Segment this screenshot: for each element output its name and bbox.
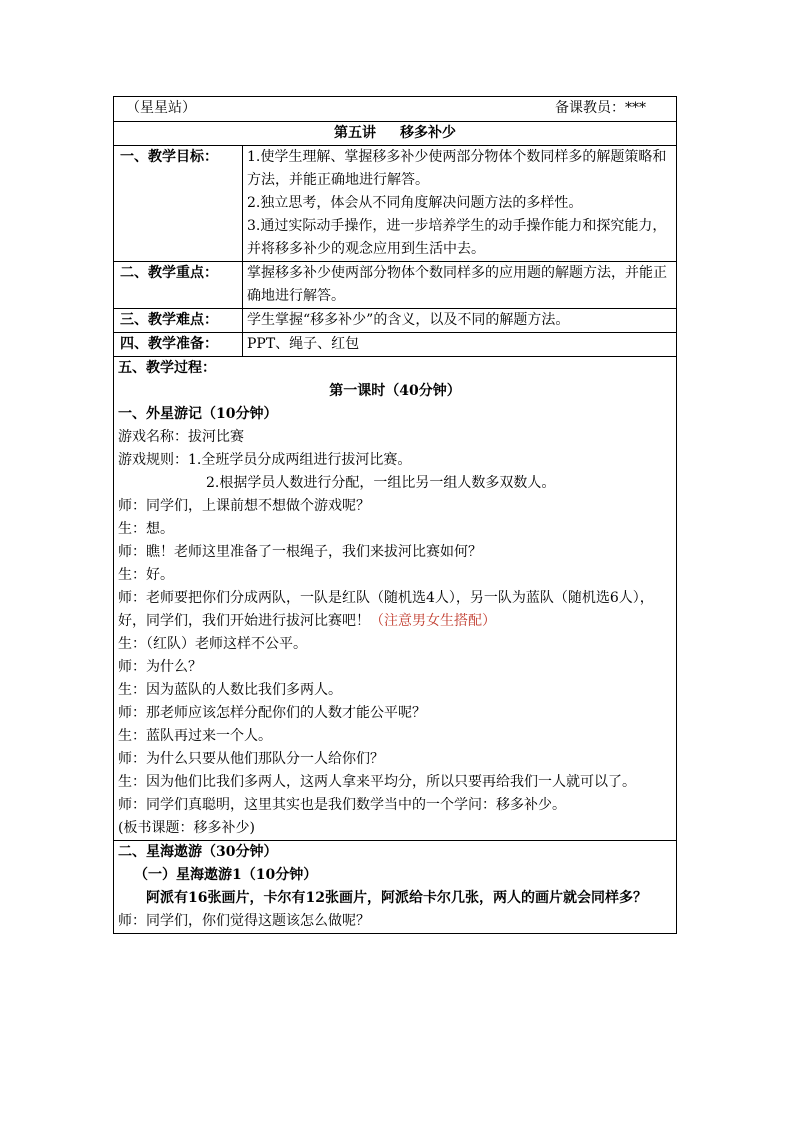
sub1-title: （一）星海遨游1（10分钟） bbox=[134, 867, 318, 883]
process-row bbox=[114, 357, 677, 841]
game-name: 游戏名称：拔河比赛 bbox=[118, 429, 244, 445]
part2-content bbox=[114, 841, 677, 934]
dialogue-line: 师：同学们，你们觉得这题该怎么做呢？ bbox=[118, 913, 370, 929]
dialogue-line: 生：想。 bbox=[118, 521, 174, 537]
preparation-content: PPT、绳子、红包 bbox=[243, 333, 677, 357]
key-points-content: 掌握移多补少使两部分物体个数同样多的应用题的解题方法，并能正确地进行解答。 bbox=[243, 262, 677, 309]
header-row bbox=[114, 97, 677, 122]
dialogue-line: 生：（红队）老师这样不公平。 bbox=[118, 636, 307, 652]
part2-title: 二、星海遨游（30分钟） bbox=[118, 844, 278, 860]
teacher-label: 备课教员：*** bbox=[555, 100, 646, 116]
board-title-note: (板书课题：移多补少) bbox=[118, 820, 255, 836]
session-title: 第一课时（40分钟） bbox=[329, 383, 461, 399]
preparation-row bbox=[114, 333, 677, 357]
teacher-split-note: （注意男女生搭配） bbox=[370, 613, 496, 629]
dialogue-line: 师：同学们真聪明，这里其实也是我们数学当中的一个学问：移多补少。 bbox=[118, 797, 566, 813]
dialogue-line: 师：那老师应该怎样分配你们的人数才能公平呢？ bbox=[118, 705, 426, 721]
title-cell bbox=[114, 122, 677, 146]
dialogue-line: 师：为什么只要从他们那队分一人给你们？ bbox=[118, 751, 384, 767]
game-rule-1: 游戏规则：1.全班学员分成两组进行拔河比赛。 bbox=[118, 452, 412, 468]
dialogue-line: 师：瞧！老师这里准备了一根绳子，我们来拔河比赛如何？ bbox=[118, 544, 482, 560]
header-cell bbox=[114, 97, 677, 122]
dialogue-line: 师：为什么？ bbox=[118, 659, 202, 675]
part1-title: 一、外星游记（10分钟） bbox=[118, 406, 278, 422]
dialogue-line: 生：好。 bbox=[118, 567, 174, 583]
difficulties-label: 三、教学难点： bbox=[114, 309, 243, 333]
game-rule-2: 2.根据学员人数进行分配，一组比另一组人数多双数人。 bbox=[206, 475, 556, 491]
dialogue-line: 生：因为蓝队的人数比我们多两人。 bbox=[118, 682, 342, 698]
preparation-label: 四、教学准备： bbox=[114, 333, 243, 357]
problem-text: 阿派有16张画片，卡尔有12张画片，阿派给卡尔几张，两人的画片就会同样多？ bbox=[146, 890, 647, 906]
lesson-plan-table bbox=[113, 96, 677, 934]
objectives-row bbox=[114, 146, 677, 262]
process-content bbox=[114, 357, 677, 841]
objective-item: 1.使学生理解、掌握移多补少使两部分物体个数同样多的解题策略和方法，并能正确地进行解答。 bbox=[247, 149, 667, 188]
dialogue-line: 师：同学们，上课前想不想做个游戏呢？ bbox=[118, 498, 370, 514]
difficulties-row bbox=[114, 309, 677, 333]
objective-item: 2.独立思考，体会从不同角度解决问题方法的多样性。 bbox=[247, 195, 583, 211]
key-points-row bbox=[114, 262, 677, 309]
dialogue-line-split bbox=[118, 587, 672, 633]
dialogue-line: 生：因为他们比我们多两人，这两人拿来平均分，所以只要再给我们一人就可以了。 bbox=[118, 774, 636, 790]
objective-item: 3.通过实际动手操作，进一步培养学生的动手操作能力和探究能力，并将移多补少的观念应用到生活中去。 bbox=[247, 218, 667, 257]
process-label: 五、教学过程： bbox=[118, 360, 216, 376]
dialogue-line: 生：蓝队再过来一个人。 bbox=[118, 728, 272, 744]
lecture-title: 移多补少 bbox=[400, 125, 456, 141]
key-points-label: 二、教学重点： bbox=[114, 262, 243, 309]
objectives-label: 一、教学目标： bbox=[114, 146, 243, 262]
station-label: （星星站） bbox=[126, 100, 196, 116]
lecture-number: 第五讲 bbox=[334, 125, 376, 141]
title-row bbox=[114, 122, 677, 146]
part2-row bbox=[114, 841, 677, 934]
difficulties-content: 学生掌握“移多补少”的含义，以及不同的解题方法。 bbox=[243, 309, 677, 333]
teacher-split-text: 师：老师要把你们分成两队，一队是红队（随机选4人），另一队为蓝队（随机选6人），好，同学们，我们开始进行拔河比赛吧！ bbox=[118, 590, 654, 629]
objectives-content bbox=[243, 146, 677, 262]
